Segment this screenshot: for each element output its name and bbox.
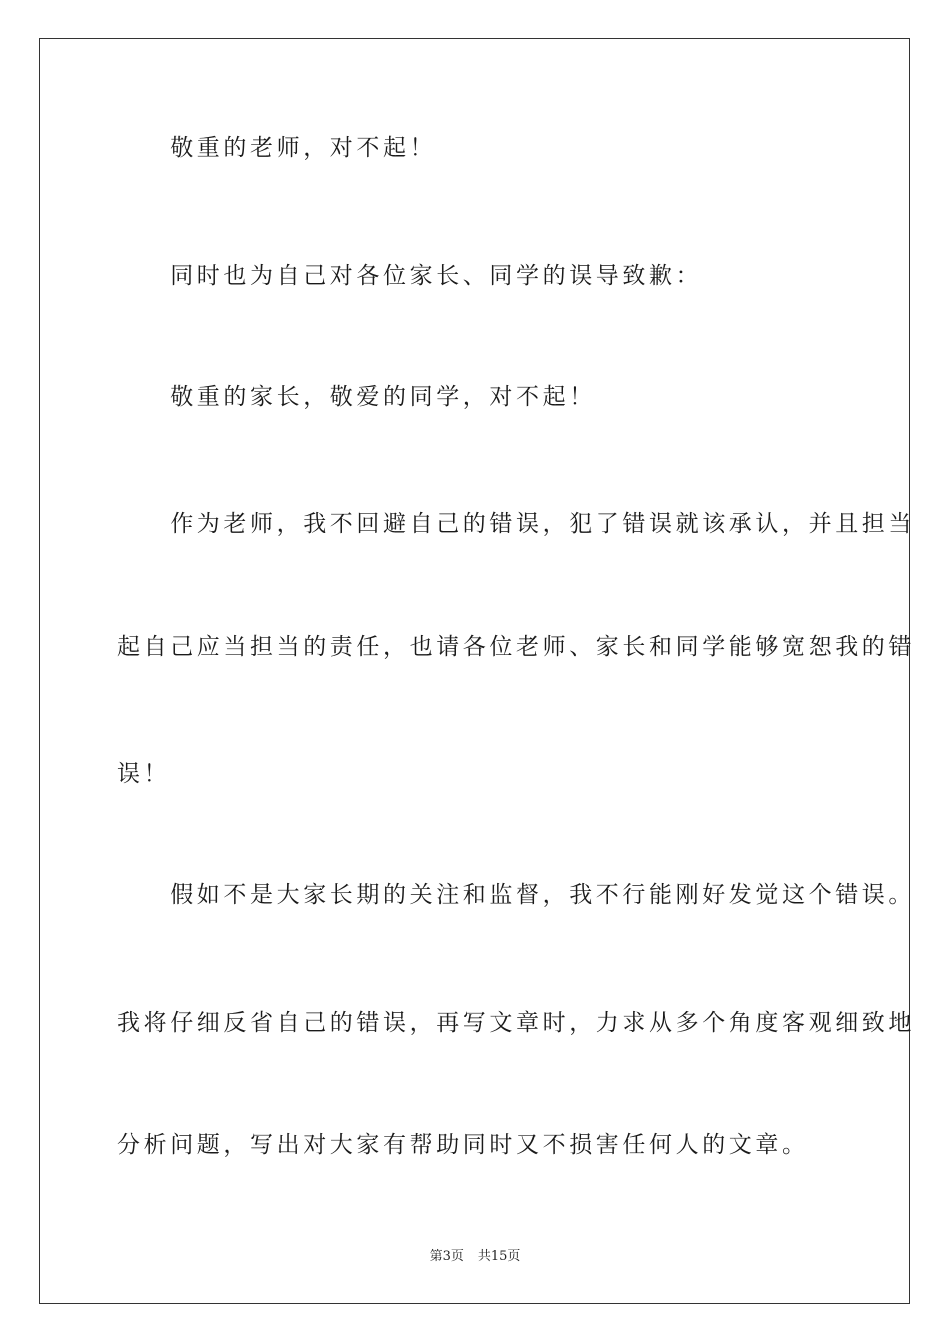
paragraph-line: 我将仔细反省自己的错误，再写文章时，力求从多个角度客观细致地 bbox=[117, 1010, 915, 1036]
paragraph-line: 敬重的家长，敬爱的同学，对不起！ bbox=[117, 384, 596, 410]
paragraph-line: 同时也为自己对各位家长、同学的误导致歉： bbox=[117, 263, 703, 289]
paragraph-line: 敬重的老师，对不起！ bbox=[117, 135, 437, 161]
paragraph-line: 起自己应当担当的责任，也请各位老师、家长和同学能够宽恕我的错 bbox=[117, 634, 915, 660]
paragraph-line: 作为老师，我不回避自己的错误，犯了错误就该承认，并且担当 bbox=[117, 511, 915, 537]
page-border bbox=[39, 38, 910, 1304]
page-footer bbox=[0, 1248, 950, 1266]
page-total: 共15页 bbox=[477, 1249, 521, 1264]
paragraph-line: 误！ bbox=[117, 761, 171, 787]
page-number: 第3页 bbox=[429, 1249, 464, 1264]
paragraph-line: 分析问题，写出对大家有帮助同时又不损害任何人的文章。 bbox=[117, 1132, 809, 1158]
paragraph-line: 假如不是大家长期的关注和监督，我不行能刚好发觉这个错误。 bbox=[117, 882, 915, 908]
